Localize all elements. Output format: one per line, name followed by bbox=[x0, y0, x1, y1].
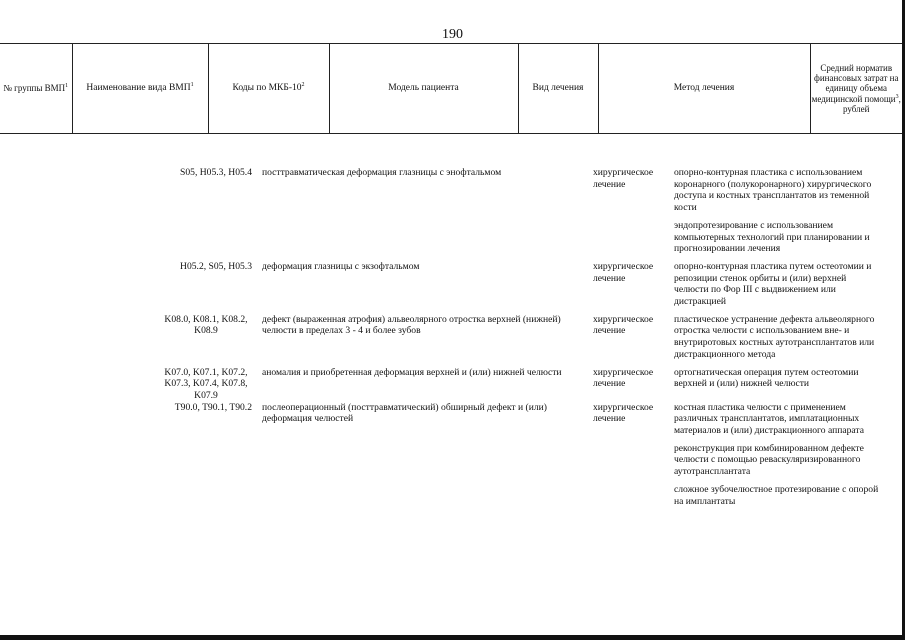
treatment-method: опорно-контурная пластика путем остеотомии и репозиции стенок орбиты и (или) верхней челюсти по Фор III с выдвижением или дистракцией bbox=[674, 260, 872, 308]
header-name-label: Наименование вида ВМП bbox=[86, 83, 191, 94]
table-row bbox=[0, 261, 902, 314]
table-row bbox=[0, 314, 902, 367]
codes-cell bbox=[0, 367, 258, 402]
table-row bbox=[0, 367, 902, 402]
table-header bbox=[0, 43, 902, 134]
header-normative-label: Средний норматив финансовых затрат на единицу объема медицинской помощи bbox=[811, 62, 899, 104]
treatment-method: костная пластика челюсти с применением различных трансплантатов, имплатационных материалов и (или) дистракционного аппарата bbox=[674, 401, 864, 437]
header-method: Метод лечения bbox=[598, 44, 810, 134]
method-cell bbox=[672, 314, 880, 367]
icd-codes: H05.2, S05, H05.3 bbox=[180, 260, 252, 272]
table-row bbox=[0, 402, 902, 514]
table-row bbox=[0, 167, 902, 261]
footnote-marker: 3 bbox=[895, 93, 899, 100]
header-codes-label: Коды по МКБ-10 bbox=[232, 83, 302, 94]
treatment-type: хирургическое лечение bbox=[593, 401, 654, 425]
page-number: 190 bbox=[442, 27, 463, 42]
treatment-method: сложное зубочелюстное протезирование с опорой на имплантаты bbox=[674, 483, 879, 507]
treatment-type: хирургическое лечение bbox=[593, 313, 654, 337]
header-group bbox=[0, 44, 72, 134]
footnote-marker: 1 bbox=[190, 81, 194, 88]
icd-codes: K07.0, K07.1, K07.2, K07.3, K07.4, K07.8, K07.9 bbox=[164, 366, 248, 401]
header-codes bbox=[208, 44, 329, 134]
patient-model: дефект (выраженная атрофия) альвеолярного отростка верхней (нижней) челюсти в пределах 3 - 4 и более зубов bbox=[262, 313, 561, 337]
header-group-label: № группы ВМП bbox=[3, 83, 66, 94]
icd-codes: K08.0, K08.1, K08.2, K08.9 bbox=[164, 313, 248, 337]
patient-model: деформация глазницы с экзофтальмом bbox=[262, 260, 420, 272]
treatment-type: хирургическое лечение bbox=[593, 366, 654, 390]
header-normative-suffix: , рублей bbox=[843, 93, 901, 115]
page-edge-bottom bbox=[0, 635, 905, 640]
header-model: Модель пациента bbox=[329, 44, 518, 134]
icd-codes: T90.0, T90.1, T90.2 bbox=[174, 401, 252, 413]
patient-model: посттравматическая деформация глазницы с энофтальмом bbox=[262, 167, 502, 178]
treatment-method: пластическое устранение дефекта альвеолярного отростка челюсти с использованием вне- и внутриротовых костных аутотрансплантатов или дистракционного метода bbox=[674, 313, 875, 360]
method-cell bbox=[672, 167, 880, 261]
table-body bbox=[0, 167, 902, 513]
method-cell bbox=[672, 261, 880, 314]
treatment-method: эндопротезирование с использованием компьютерных технологий при планировании и прогнозировании лечения bbox=[674, 219, 870, 255]
header-treatment-type: Вид лечения bbox=[518, 44, 598, 134]
footnote-marker: 1 bbox=[65, 83, 69, 90]
codes-cell bbox=[0, 167, 258, 179]
treatment-method: опорно-контурная пластика с использованием коронарного (полукоронарного) хирургического доступа и костных трансплантатов из теменной кости bbox=[674, 167, 872, 214]
icd-codes: S05, H05.3, H05.4 bbox=[180, 167, 252, 178]
treatment-method: реконструкция при комбинированном дефекте челюсти с помощью реваскуляризированного аутотрансплантата bbox=[674, 442, 864, 478]
method-cell bbox=[672, 367, 880, 396]
codes-cell bbox=[0, 261, 258, 273]
patient-model: аномалия и приобретенная деформация верхней и (или) нижней челюсти bbox=[262, 366, 562, 378]
treatment-method: ортогнатическая операция путем остеотомии верхней и (или) нижней челюсти bbox=[674, 366, 859, 390]
footnote-marker: 2 bbox=[301, 81, 305, 88]
header-normative bbox=[810, 44, 902, 134]
method-cell bbox=[672, 402, 880, 514]
patient-model: послеоперационный (посттравматический) обширный дефект и (или) деформация челюстей bbox=[262, 401, 547, 425]
header-name bbox=[72, 44, 208, 134]
treatment-type: хирургическое лечение bbox=[593, 167, 654, 190]
codes-cell bbox=[0, 402, 258, 414]
treatment-type: хирургическое лечение bbox=[593, 260, 654, 284]
codes-cell bbox=[0, 314, 258, 337]
